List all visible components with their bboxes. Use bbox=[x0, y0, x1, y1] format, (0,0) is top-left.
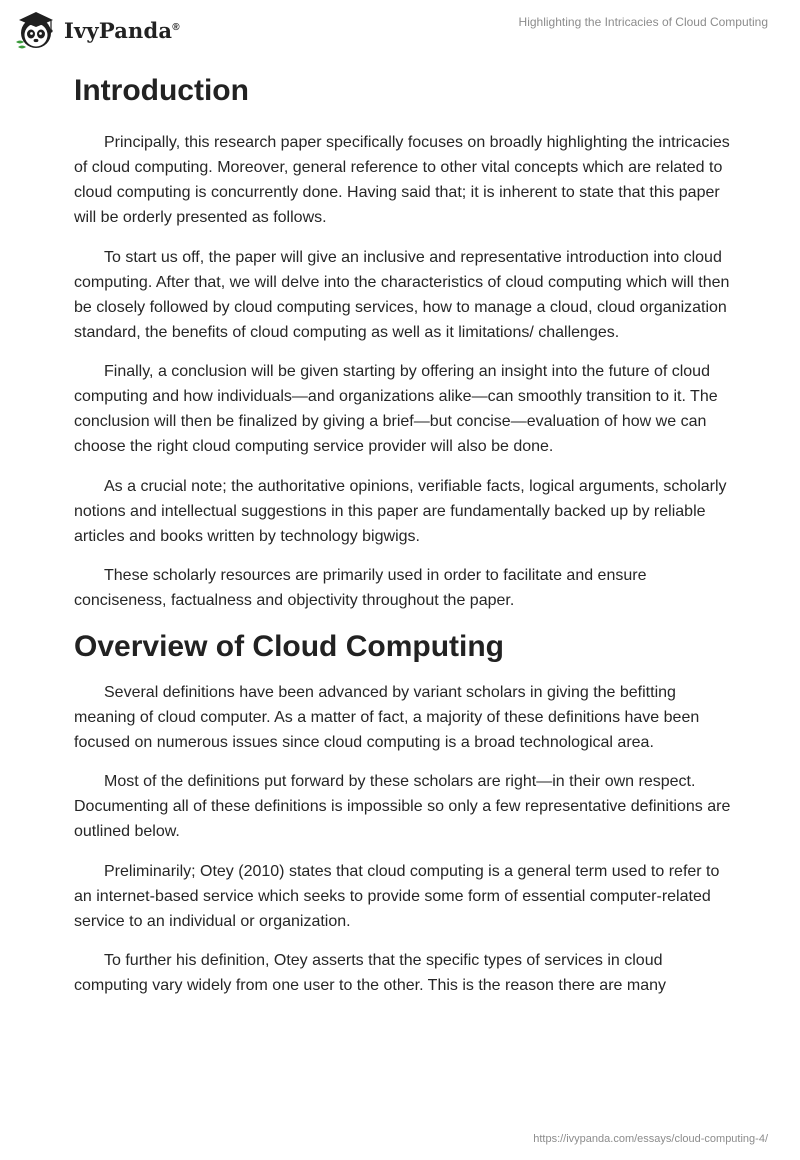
paragraph: Most of the definitions put forward by these scholars are right—in their own respect. Documenting all of these definitions is impossible so only a few representative definitions are outlined below. bbox=[74, 773, 731, 840]
paragraph: Finally, a conclusion will be given starting by offering an insight into the future of cloud computing and how individuals—and organizations alike—can smoothly transition to it. The conclusion will then be finalized by giving a brief—but concise—evaluation of how we can choose the right cloud computing service provider will also be done. bbox=[74, 363, 718, 455]
paragraph: Several definitions have been advanced by variant scholars in giving the befitting meaning of cloud computer. As a matter of fact, a majority of these definitions have been focused on numerous issues since cloud computing is a broad technological area. bbox=[74, 683, 700, 751]
paragraph: These scholarly resources are primarily used in order to facilitate and ensure conciseness, factualness and objectivity throughout the paper. bbox=[74, 567, 647, 609]
source-url[interactable]: https://ivypanda.com/essays/cloud-computing-4/ bbox=[533, 1133, 768, 1145]
paragraph: As a crucial note; the authoritative opinions, verifiable facts, logical arguments, scholarly notions and intellectual suggestions in this paper are fundamentally backed up by reliable articles and books written by technology bigwigs. bbox=[74, 477, 727, 545]
ivypanda-logo[interactable] bbox=[14, 8, 180, 52]
paragraph: To further his definition, Otey asserts that the specific types of services in cloud computing vary widely from one user to the other. This is the reason there are many bbox=[74, 952, 666, 994]
panda-logo-icon bbox=[14, 8, 58, 52]
document-title: Highlighting the Intricacies of Cloud Computing bbox=[518, 15, 768, 29]
article-body bbox=[74, 72, 734, 1013]
paragraph: To start us off, the paper will give an inclusive and representative introduction into cloud computing. After that, we will delve into the characteristics of cloud computing which will then be closely followed by cloud computing services, how to manage a cloud, cloud organization standard, the benefits of cloud computing as well as it limitations/ challenges. bbox=[74, 248, 730, 341]
section-heading: Overview of Cloud Computing bbox=[74, 629, 505, 663]
section-heading: Introduction bbox=[74, 74, 249, 107]
brand-name: IvyPanda® bbox=[64, 17, 180, 43]
page-header bbox=[0, 0, 800, 70]
paragraph: Preliminarily; Otey (2010) states that cloud computing is a general term used to refer to an internet-based service which seeks to provide some form of essential computer-related service to an individual or organization. bbox=[74, 862, 720, 930]
paragraph: Principally, this research paper specifically focuses on broadly highlighting the intricacies of cloud computing. Moreover, general reference to other vital concepts which are related to cloud computing is concurrently done. Having said that; it is inherent to state that this paper will be orderly presented as follows. bbox=[74, 134, 730, 226]
